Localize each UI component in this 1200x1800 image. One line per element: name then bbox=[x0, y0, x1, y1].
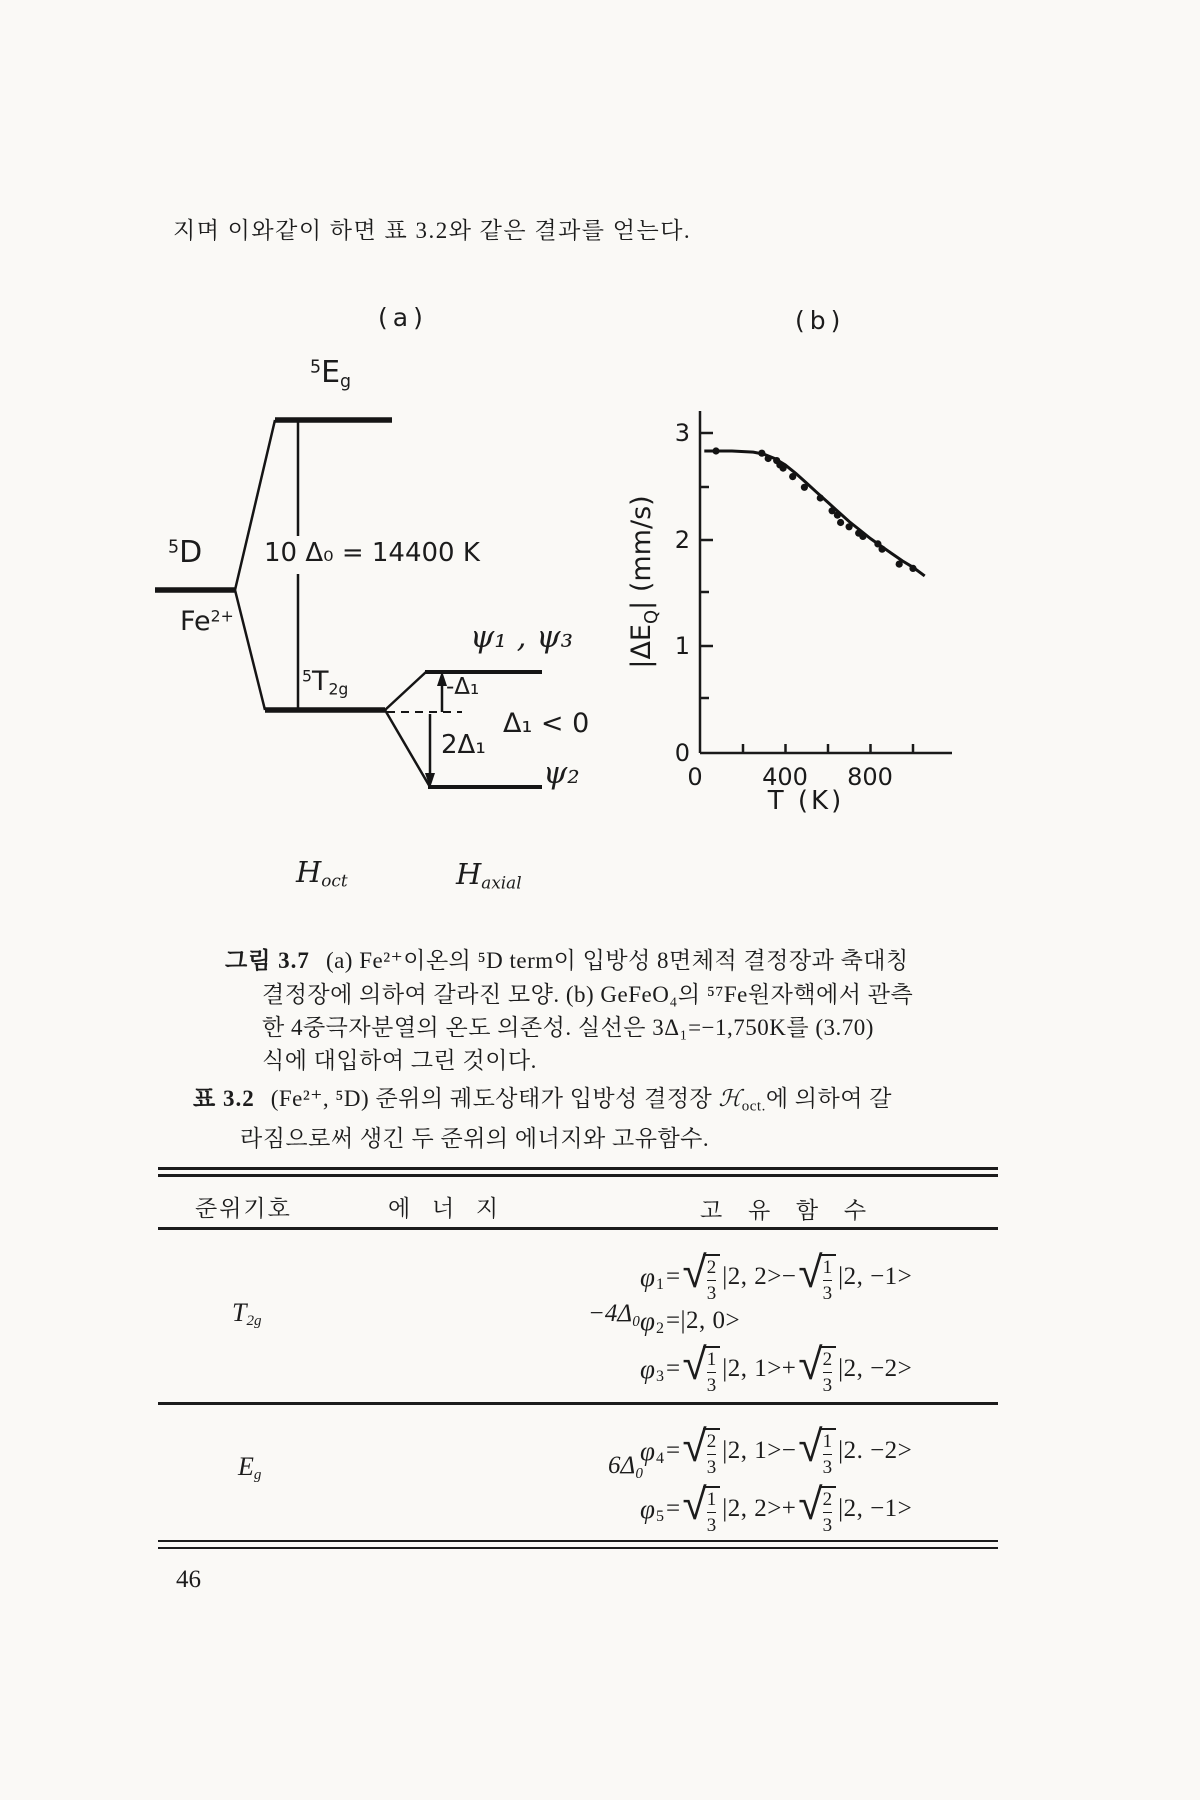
data-point bbox=[789, 473, 796, 480]
header-level-symbol: 준위기호 bbox=[195, 1196, 292, 1221]
figure-caption-number: 그림 3.7 bbox=[225, 948, 310, 973]
psi2-label: ψ₂ bbox=[543, 755, 580, 791]
figure-a-label: (a) bbox=[378, 303, 428, 332]
connector-t2g-to-lower bbox=[385, 710, 430, 787]
ytick-0: 0 bbox=[674, 739, 690, 767]
table-header-rule bbox=[158, 1227, 998, 1230]
ytick-3: 3 bbox=[674, 419, 690, 447]
xtick-0: 0 bbox=[687, 763, 703, 791]
data-point bbox=[859, 533, 866, 540]
hamiltonian-axial-label: Haxial bbox=[456, 857, 522, 893]
data-point bbox=[780, 465, 787, 472]
figure-caption-line4: 식에 대입하여 그린 것이다. bbox=[262, 1048, 537, 1073]
figure-b-label: (b) bbox=[795, 306, 846, 335]
ytick-2: 2 bbox=[674, 526, 690, 554]
fe2-ion-label: $Fe^{2+}$ bbox=[180, 606, 234, 637]
table-bottom-rule-2 bbox=[158, 1547, 998, 1549]
xtick-800: 800 bbox=[847, 763, 893, 791]
eigenfunction-phi1: φ 1 = √ 2 3 |2, 2>− √ 1 3 |2, −1> bbox=[640, 1246, 913, 1304]
figure-caption-line1: 그림 3.7 (a) Fe²⁺이온의 ⁵D term이 입방성 8면체적 결정장과 축대칭 bbox=[225, 948, 909, 973]
xtick-400: 400 bbox=[762, 763, 808, 791]
table-caption-line2: 라짐으로써 생긴 두 준위의 에너지와 고유함수. bbox=[240, 1126, 710, 1151]
data-point bbox=[712, 447, 719, 454]
data-point bbox=[896, 561, 903, 568]
quadrupole-splitting-chart bbox=[620, 395, 1020, 825]
data-points bbox=[712, 447, 916, 572]
data-point bbox=[834, 512, 841, 519]
connector-t2g-to-upper bbox=[385, 672, 426, 710]
data-point bbox=[765, 455, 772, 462]
row1-eigenfunctions bbox=[640, 1246, 913, 1396]
row2-level-symbol: Eg bbox=[238, 1452, 262, 1484]
minus-delta1-label: -Δ₁ bbox=[446, 674, 480, 700]
intro-paragraph: 지며 이와같이 하면 표 3.2와 같은 결과를 얻는다. bbox=[173, 218, 692, 243]
term-5t2g-label: $^5$T2g bbox=[302, 666, 349, 699]
hamiltonian-oct-label: Hoct bbox=[296, 855, 348, 891]
cubic-splitting-value: 10 Δ₀ = 14400 K bbox=[264, 538, 480, 568]
table-top-rule-2 bbox=[158, 1174, 998, 1177]
table-caption-number: 표 3.2 bbox=[193, 1086, 255, 1111]
data-point bbox=[909, 565, 916, 572]
data-point bbox=[846, 523, 853, 530]
data-point bbox=[879, 546, 886, 553]
table-top-rule-1 bbox=[158, 1167, 998, 1170]
row2-energy: 6Δ₀ bbox=[608, 1452, 644, 1479]
table-caption-line1: 표 3.2 (Fe²⁺, ⁵D) 준위의 궤도상태가 입방성 결정장 ℋoct.에 의하여 갈 bbox=[193, 1086, 892, 1115]
ytick-1: 1 bbox=[674, 632, 690, 660]
eigenfunction-phi5: φ 5 = √ 1 3 |2, 2>+ √ 2 3 |2, −1> bbox=[640, 1478, 913, 1536]
eigenfunction-phi3: φ 3 = √ 1 3 |2, 1>+ √ 2 3 |2, −2> bbox=[640, 1338, 913, 1396]
page-number: 46 bbox=[176, 1566, 201, 1593]
x-axis-title: T (K) bbox=[767, 786, 845, 816]
delta1-condition-label: Δ₁ < 0 bbox=[503, 708, 590, 739]
term-5eg-label: $^5$Eg bbox=[310, 355, 352, 392]
psi1-psi3-label: ψ₁ , ψ₃ bbox=[470, 619, 574, 655]
two-delta1-label: 2Δ₁ bbox=[441, 730, 486, 760]
data-point bbox=[758, 450, 765, 457]
figure-caption-line3: 한 4중극자분열의 온도 의존성. 실선은 3Δ₁=−1,750K를 (3.70) bbox=[262, 1015, 874, 1040]
header-energy: 에 너 지 bbox=[388, 1196, 507, 1221]
table-bottom-rule-1 bbox=[158, 1540, 998, 1542]
row2-eigenfunctions bbox=[640, 1420, 913, 1536]
data-point bbox=[837, 519, 844, 526]
row1-level-symbol: T2g bbox=[232, 1298, 262, 1330]
fit-curve bbox=[704, 451, 924, 576]
row1-energy: −4Δ₀ bbox=[588, 1300, 641, 1327]
connector-d-to-t2g bbox=[235, 590, 265, 710]
chart-axes bbox=[700, 411, 952, 753]
script-hamiltonian: ℋ bbox=[718, 1086, 742, 1112]
data-point bbox=[801, 484, 808, 491]
term-5d-label: $^5$D bbox=[168, 535, 203, 570]
eigenfunction-phi4: φ 4 = √ 2 3 |2, 1>− √ 1 3 |2. −2> bbox=[640, 1420, 913, 1478]
data-point bbox=[817, 494, 824, 501]
y-axis-title: $|\Delta E_Q|$ (mm/s) bbox=[626, 495, 662, 669]
table-row-separator-rule bbox=[158, 1402, 998, 1405]
eigenfunction-phi2: φ 2 =|2, 0> bbox=[640, 1305, 741, 1337]
figure-caption-line2: 결정장에 의하여 갈라진 모양. (b) GeFeO₄의 ⁵⁷Fe원자핵에서 관측 bbox=[262, 982, 914, 1007]
header-eigenfunction: 고 유 함 수 bbox=[700, 1198, 877, 1223]
